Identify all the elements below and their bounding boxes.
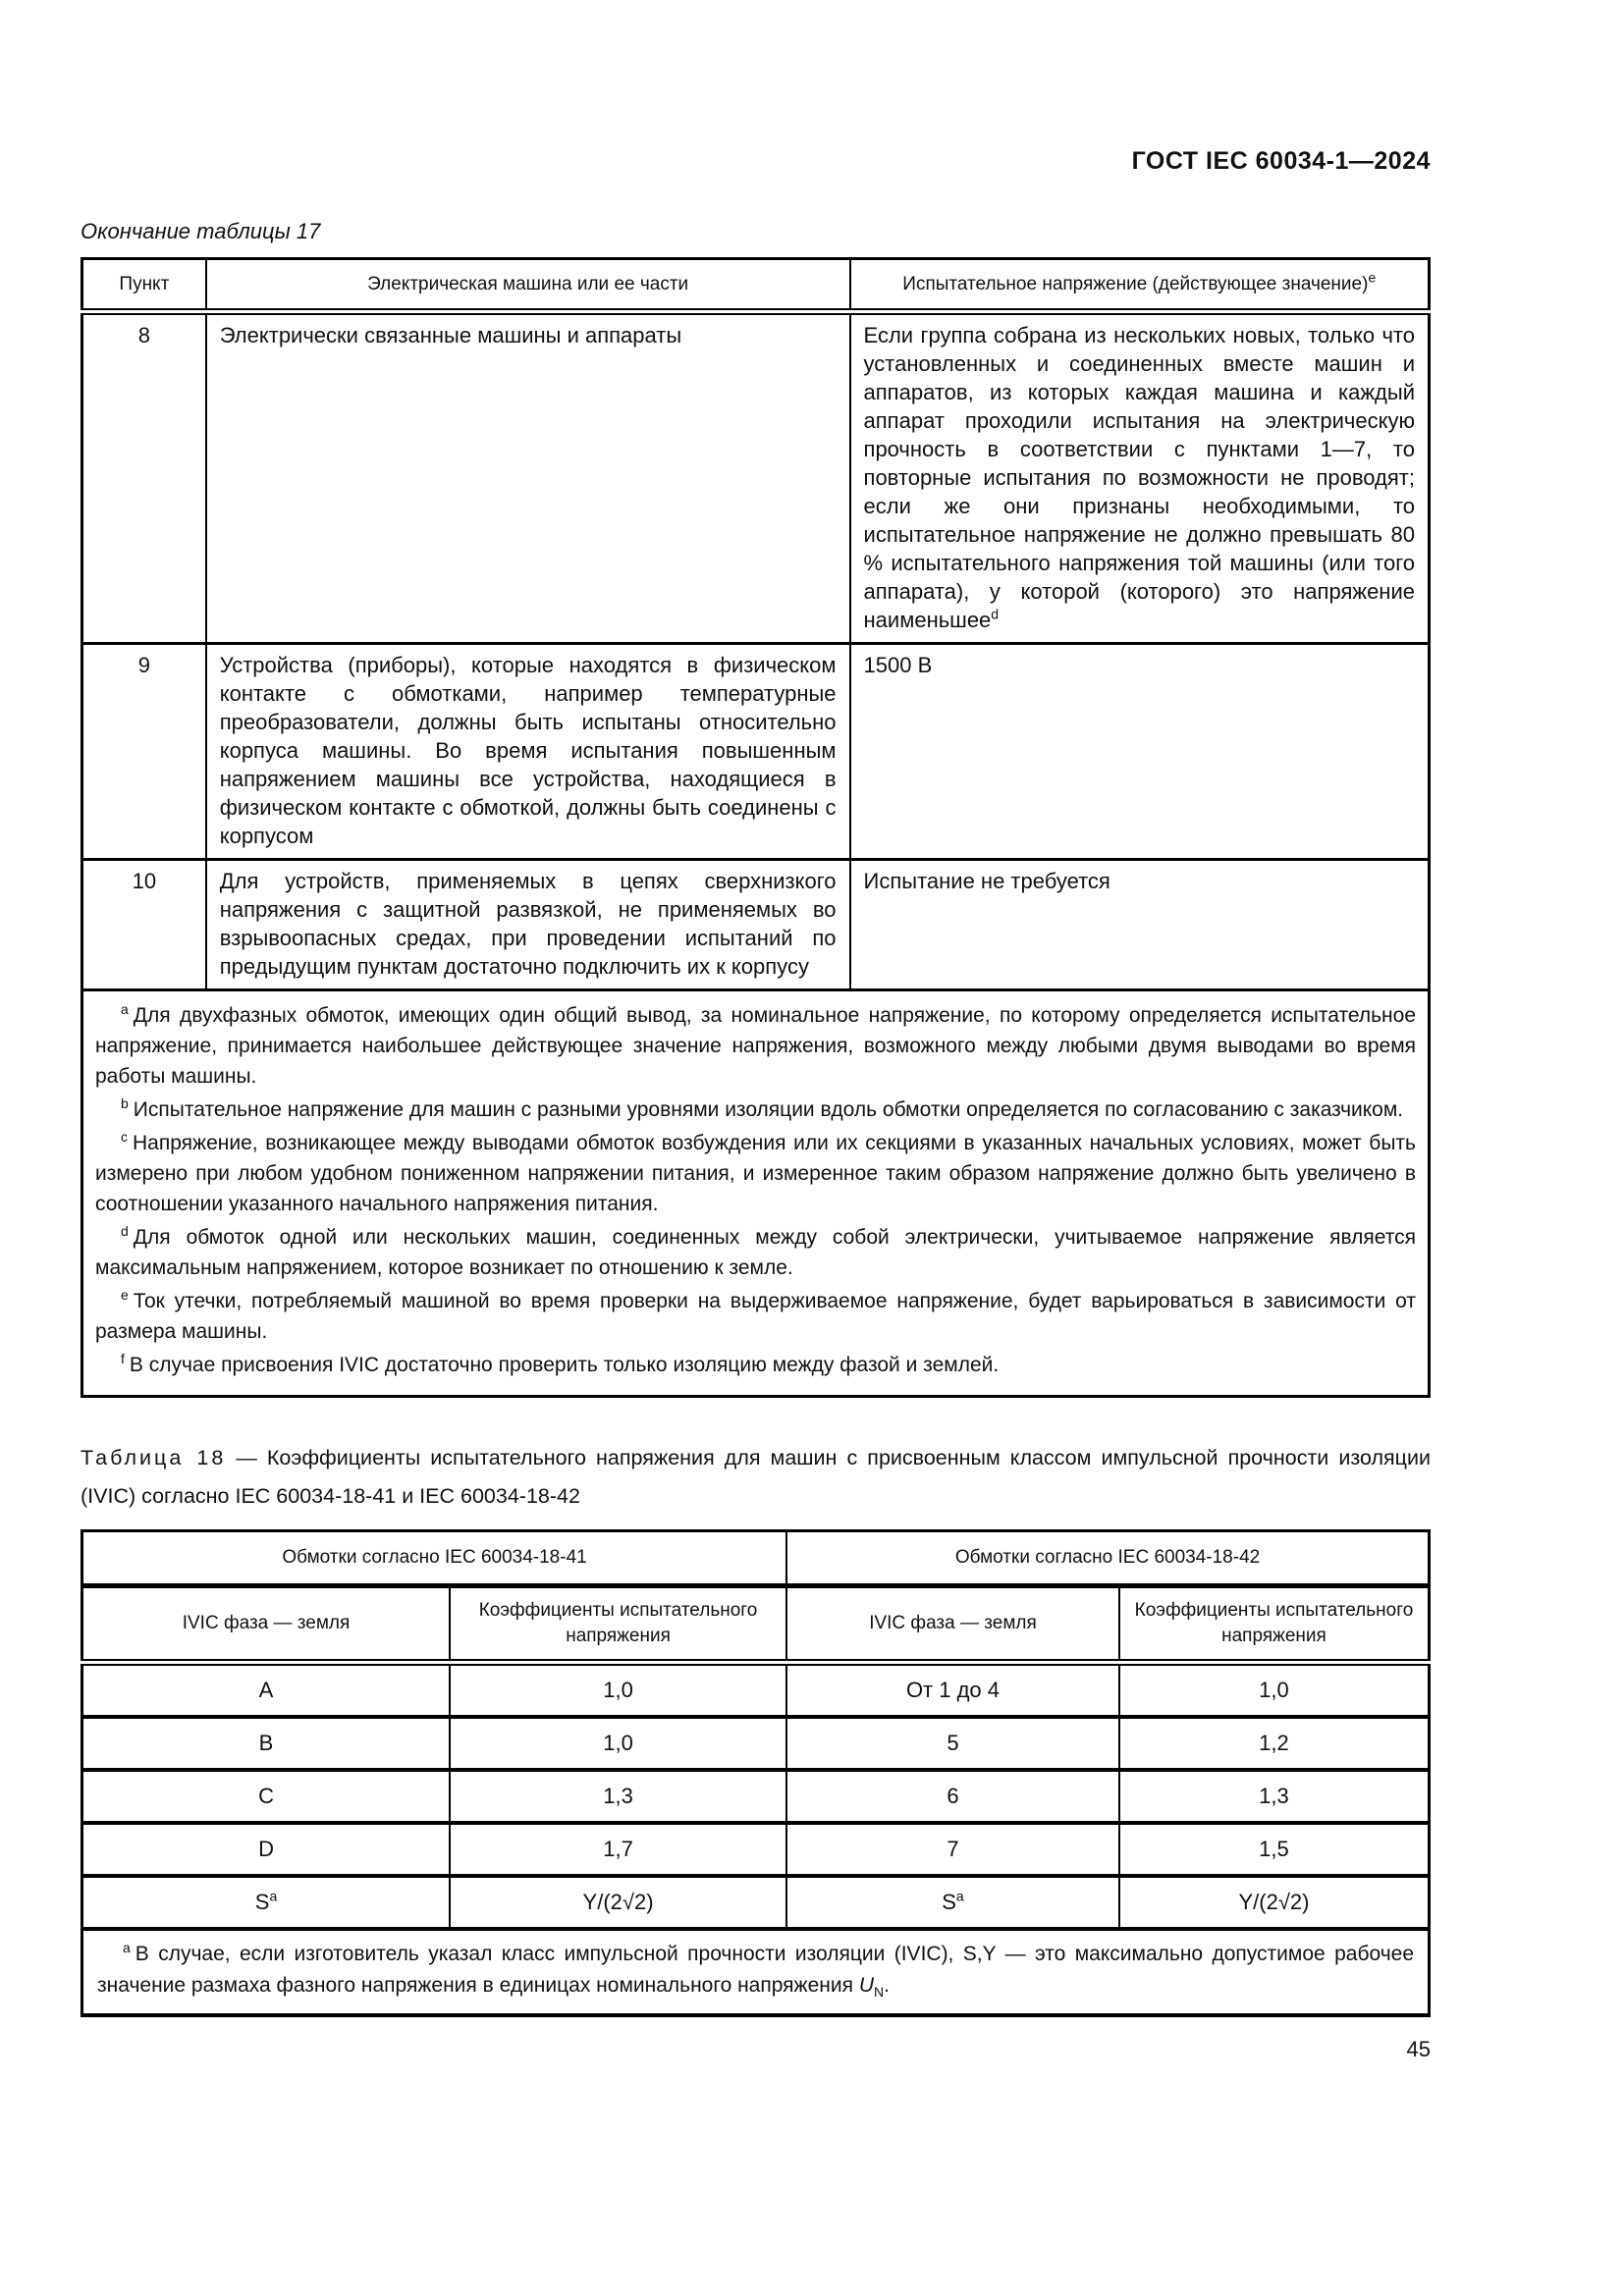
cell-coefficient: 1,5	[1119, 1823, 1430, 1876]
cell-coefficient: 1,7	[450, 1823, 786, 1876]
table-row	[82, 644, 1430, 860]
row9-machine: Устройства (приборы), которые находятся в физическом контакте с обмотками, например температурные преобразователи, должны быть испытаны относительно корпуса машины. Во время испытания повышенным напряжением машины все устройства, находящиеся в физическом контакте с обмоткой, должны быть соединены с корпусом	[206, 644, 850, 860]
table18-group-header-row	[82, 1531, 1430, 1586]
table18-header-coef-2: Коэффициенты испытательного напряжения	[1119, 1586, 1430, 1663]
cell-ivic-class: D	[82, 1823, 451, 1876]
table17-footnote-b: $^b$ Испытательное напряжение для машин с разными уровнями изоляции вдоль обмотки определяется по согласованию с заказчиком.	[121, 1095, 1404, 1121]
row8-number: 8	[82, 312, 206, 644]
cell-coefficient: 1,3	[1119, 1770, 1430, 1823]
table17-continuation-caption: Окончание таблицы 17	[81, 219, 321, 243]
cell-coefficient: 1,0	[450, 1663, 786, 1718]
cell-ivic-class: 7	[786, 1823, 1119, 1876]
table18-header-ivic-2: IVIC фаза — земля	[786, 1586, 1119, 1663]
cell-ivic-class: 6	[786, 1770, 1119, 1823]
table17-footnote-e: $^e$ Ток утечки, потребляемый машиной во время проверки на выдерживаемое напряжение, будет варьироваться в зависимости от размера машины.	[95, 1287, 1416, 1343]
table-row	[82, 1717, 1430, 1770]
table-row	[82, 1876, 1430, 1929]
document-title: ГОСТ IEC 60034-1—2024	[1131, 147, 1431, 175]
row8-voltage: Если группа собрана из нескольких новых, только что установленных и соединенных вместе машин и аппаратов, из которых каждая машина и каждый аппарат проходили испытания на электрическую прочность в соответствии с пунктами 1—7, то повторные испытания по возможности не проводят; если же они признаны необходимыми, то испытательное напряжение не должно превышать 80 % испытательного напряжения той машины (или того аппарата), у которой (которого) это напряжение наименьшее$^d$	[850, 312, 1430, 644]
table17-footnote-f: $^f$ В случае присвоения IVIC достаточно проверить только изоляцию между фазой и землей.	[121, 1351, 1000, 1376]
table18-header-ivic-1: IVIC фаза — земля	[82, 1586, 451, 1663]
table17-footnote-d: $^d$ Для обмоток одной или нескольких машин, соединенных между собой электрически, учитываемое напряжение является максимальным напряжением, которое возникает по отношению к земле.	[95, 1223, 1416, 1279]
table-row	[82, 312, 1430, 644]
table17-header-item: Пункт	[82, 259, 206, 312]
cell-ivic-class: 5	[786, 1717, 1119, 1770]
table17-footnote-c: $^c$ Напряжение, возникающее между выводами обмоток возбуждения или их секциями в указанных начальных условиях, может быть измерено при любом удобном пониженном напряжении питания, и измеренное таким образом напряжение должно быть увеличено в соотношении указанного начального напряжения питания.	[95, 1129, 1416, 1215]
voltage-symbol: U	[858, 1974, 874, 1997]
cell-ivic-class: От 1 до 4	[786, 1663, 1119, 1718]
table-row	[82, 1770, 1430, 1823]
table17-footnote-a: $^a$ Для двухфазных обмоток, имеющих один общий вывод, за номинальное напряжение, по которому определяется испытательное напряжение, принимается наибольшее действующее значение напряжения, возможного между любыми двумя выводами во время работы машины.	[95, 1001, 1416, 1088]
table18-footnote-row	[82, 1929, 1430, 2015]
table17-footnotes	[82, 990, 1430, 1397]
cell-coefficient: 1,0	[450, 1717, 786, 1770]
cell-coefficient: 1,2	[1119, 1717, 1430, 1770]
table18-caption: Таблица 18 — Коэффициенты испытательного напряжения для машин с присвоенным классом импульсной прочности изоляции (IVIC) согласно IEC 60034-18-41 и IEC 60034-18-42	[81, 1446, 1432, 1508]
table-row	[82, 860, 1430, 990]
table17-footnotes-row	[82, 990, 1430, 1397]
page-number: 45	[1406, 2037, 1431, 2061]
cell-ivic-class: $S^a$	[786, 1876, 1119, 1929]
row9-voltage: 1500 В	[850, 644, 1430, 860]
cell-ivic-class: A	[82, 1663, 451, 1718]
row10-machine: Для устройств, применяемых в цепях сверхнизкого напряжения с защитной развязкой, не применяемых во взрывоопасных средах, при проведении испытаний по предыдущим пунктам достаточно подключить их к корпусу	[206, 860, 850, 990]
table18-footnote	[82, 1929, 1430, 2015]
footnote-ref-e: e	[1368, 269, 1377, 286]
cell-coefficient: 1,3	[450, 1770, 786, 1823]
cell-coefficient: Y/(2√2)	[450, 1876, 786, 1929]
table18-footnote-a: $^a$ В случае, если изготовитель указал класс импульсной прочности изоляции (IVIC), S,Y — это максимально допустимое рабочее значение размаха фазного напряжения в единицах номинального напряжения $U_N$.	[97, 1940, 1414, 2001]
row9-number: 9	[82, 644, 206, 860]
footnote-ref-d: d	[991, 606, 1000, 622]
row8-machine: Электрически связанные машины и аппараты	[206, 312, 850, 644]
table-18	[81, 1529, 1431, 2017]
table18-group-header-1841: Обмотки согласно IEC 60034-18-41	[82, 1531, 787, 1586]
table17-header-machine: Электрическая машина или ее части	[206, 259, 850, 312]
cell-coefficient: 1,0	[1119, 1663, 1430, 1718]
table-row	[82, 1663, 1430, 1718]
cell-coefficient: Y/(2√2)	[1119, 1876, 1430, 1929]
cell-ivic-class: C	[82, 1770, 451, 1823]
table18-header-coef-1: Коэффициенты испытательного напряжения	[450, 1586, 786, 1663]
row10-number: 10	[82, 860, 206, 990]
table-row	[82, 1823, 1430, 1876]
table18-group-header-1842: Обмотки согласно IEC 60034-18-42	[786, 1531, 1429, 1586]
page-content	[81, 0, 1431, 2062]
row10-voltage: Испытание не требуется	[850, 860, 1430, 990]
table18-column-header-row	[82, 1586, 1430, 1663]
table17-header-voltage: Испытательное напряжение (действующее значение)$^e$	[850, 259, 1430, 312]
table17-header-row	[82, 259, 1430, 312]
table-17	[81, 257, 1431, 1398]
cell-ivic-class: B	[82, 1717, 451, 1770]
cell-ivic-class: $S^a$	[82, 1876, 451, 1929]
